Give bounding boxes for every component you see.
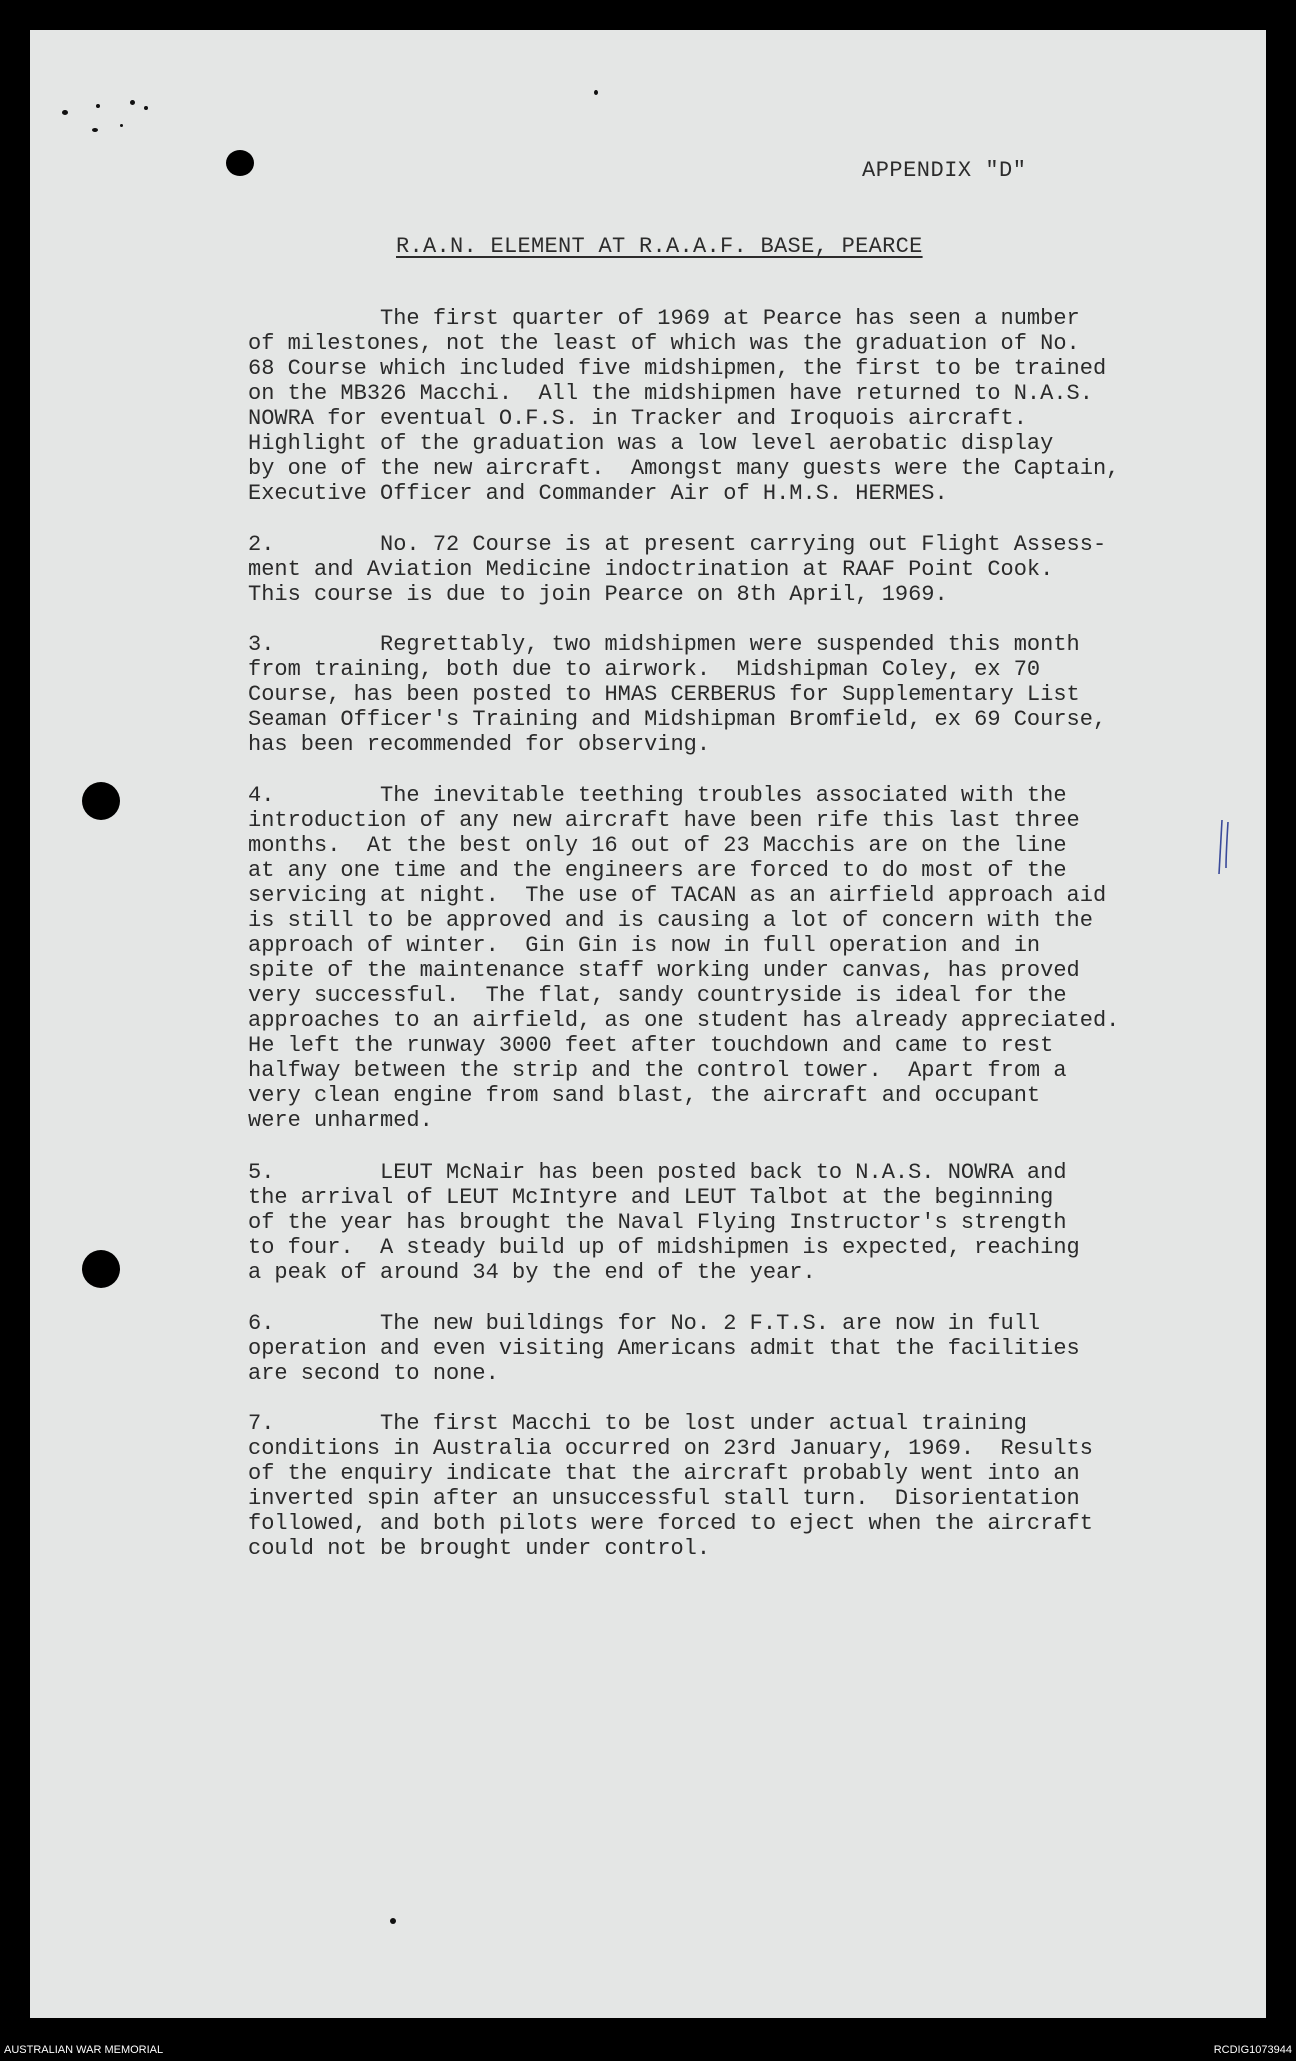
paragraph-3: 3. Regrettably, two midshipmen were suspended this month from training, both due to airwork. Midshipman Coley, ex 70 Course, has been posted to HMAS CERBERUS for Supplementary List Seaman Officer's Training and Midshipman Bromfield, ex 69 Course, has been recommended for observing. xyxy=(248,632,1107,757)
paragraph-6: 6. The new buildings for No. 2 F.T.S. are now in full operation and even visiting Americans admit that the facilities are second to none. xyxy=(248,1311,1080,1386)
handwritten-margin-mark xyxy=(1218,818,1230,876)
appendix-label: APPENDIX "D" xyxy=(862,158,1027,183)
paragraph-2: 2. No. 72 Course is at present carrying out Flight Assess- ment and Aviation Medicine indoctrination at RAAF Point Cook. This course is due to join Pearce on 8th April, 1969. xyxy=(248,532,1107,607)
footer-archive-name: AUSTRALIAN WAR MEMORIAL xyxy=(4,2044,164,2056)
paragraph-4: 4. The inevitable teething troubles associated with the introduction of any new aircraft have been rife this last three months. At the best only 16 out of 23 Macchis are on the line at any one time and the engineers are forced to do most of the servicing at night. The use of TACAN as an airfield approach aid is still to be approved and is causing a lot of concern with the approach of winter. Gin Gin is now in full operation and in spite of the maintenance staff working under canvas, has proved very successful. The flat, sandy countryside is ideal for the approaches to an airfield, as one student has already appreciated. He left the runway 3000 feet after touchdown and came to rest halfway between the strip and the control tower. Apart from a very clean engine from sand blast, the aircraft and occupant were unharmed. xyxy=(248,783,1120,1133)
punch-hole-top xyxy=(226,150,254,176)
paragraph-1: The first quarter of 1969 at Pearce has seen a number of milestones, not the least of which was the graduation of No. 68 Course which included five midshipmen, the first to be trained on the MB326 Macchi. All the midshipmen have returned to N.A.S. NOWRA for eventual O.F.S. in Tracker and Iroquois aircraft. Highlight of the graduation was a low level aerobatic display by one of the new aircraft. Amongst many guests were the Captain, Executive Officer and Commander Air of H.M.S. HERMES. xyxy=(248,306,1120,506)
punch-hole-lower xyxy=(82,1250,120,1288)
paragraph-5: 5. LEUT McNair has been posted back to N.A.S. NOWRA and the arrival of LEUT McIntyre and LEUT Talbot at the beginning of the year has brought the Naval Flying Instructor's strength to four. A steady build up of midshipmen is expected, reaching a peak of around 34 by the end of the year. xyxy=(248,1160,1080,1285)
footer-record-id: RCDIG1073944 xyxy=(1213,2044,1292,2056)
punch-hole-middle xyxy=(82,782,120,820)
paragraph-7: 7. The first Macchi to be lost under actual training conditions in Australia occurred on 23rd January, 1969. Results of the enquiry indicate that the aircraft probably went into an inverted spin after an unsuccessful stall turn. Disorientation followed, and both pilots were forced to eject when the aircraft could not be brought under control. xyxy=(248,1411,1093,1561)
document-title: R.A.N. ELEMENT AT R.A.A.F. BASE, PEARCE xyxy=(396,234,923,259)
document-page xyxy=(30,30,1266,2018)
